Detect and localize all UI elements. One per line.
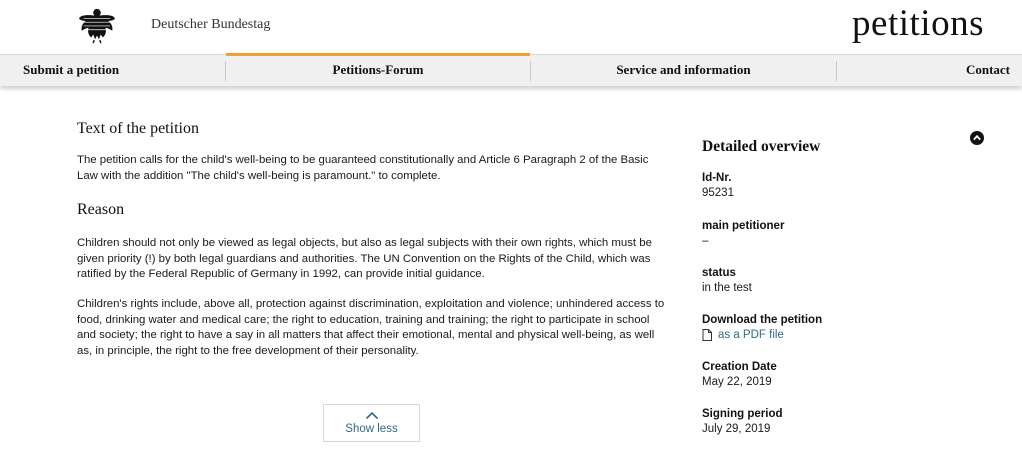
- show-less-label: Show less: [345, 423, 398, 435]
- overview-heading: Detailed overview: [702, 138, 821, 155]
- petitioner-label: main petitioner: [702, 220, 785, 232]
- signing-field: [702, 408, 783, 435]
- nav-service-information[interactable]: Service and information: [616, 62, 751, 77]
- id-label: Id-Nr.: [702, 172, 732, 184]
- petitioner-field: [702, 220, 784, 247]
- pdf-download-link[interactable]: [702, 329, 784, 341]
- pdf-link-label: as a PDF file: [718, 329, 784, 341]
- main-nav: [0, 54, 1022, 86]
- petition-content: [77, 120, 667, 359]
- petition-text-body: The petition calls for the child's well-being to be guaranteed constitutionally and Article 6 Paragraph 2 of the Basic Law with the addition "The child's well-being is paramount." to complete.: [77, 154, 649, 182]
- id-field: [702, 172, 734, 199]
- nav-petitions-forum[interactable]: Petitions-Forum: [226, 55, 530, 86]
- nav-divider: [836, 61, 837, 81]
- detailed-overview: [702, 138, 942, 435]
- site-title[interactable]: petitions: [852, 3, 984, 44]
- federal-eagle-icon[interactable]: [78, 6, 116, 44]
- document-icon: [702, 329, 712, 341]
- signing-value: July 29, 2019: [702, 423, 771, 435]
- petitioner-value: –: [702, 235, 709, 247]
- download-label: Download the petition: [702, 314, 823, 326]
- brand-name[interactable]: Deutscher Bundestag: [151, 17, 271, 32]
- site-header: [0, 0, 1022, 54]
- signing-label: Signing period: [702, 408, 783, 420]
- creation-field: [702, 361, 777, 388]
- reason-heading: Reason: [77, 201, 125, 219]
- collapse-up-icon[interactable]: [970, 131, 984, 145]
- status-value: in the test: [702, 282, 752, 294]
- show-less-button[interactable]: [323, 404, 420, 442]
- reason-paragraph-2: Children's rights include, above all, protection against discrimination, exploitation and violence; unhindered access to food, drinking water and medical care; the right to education, training and training; the right to participate in school and society; the right to have a say in all matters that affect their emotional, mental and physical well-being, as well as, in principle, the right to the free development of their personality.: [77, 297, 665, 357]
- creation-value: May 22, 2019: [702, 376, 772, 388]
- nav-contact[interactable]: Contact: [965, 62, 1010, 77]
- download-field: [702, 314, 822, 346]
- creation-label: Creation Date: [702, 361, 777, 373]
- id-value: 95231: [702, 187, 734, 199]
- status-field: [702, 267, 752, 294]
- chevron-up-icon: [365, 411, 379, 420]
- petition-text-heading: Text of the petition: [77, 120, 199, 137]
- status-label: status: [702, 267, 736, 279]
- reason-paragraph-1: Children should not only be viewed as legal objects, but also as legal subjects with their own rights, which must be given priority (!) by both legal guardians and authorities. The UN Convention on the Rights of the Child, which was ratified by the Federal Republic of Germany in 1992, can provide initial guidance.: [77, 237, 652, 281]
- nav-submit-petition[interactable]: Submit a petition: [23, 62, 120, 77]
